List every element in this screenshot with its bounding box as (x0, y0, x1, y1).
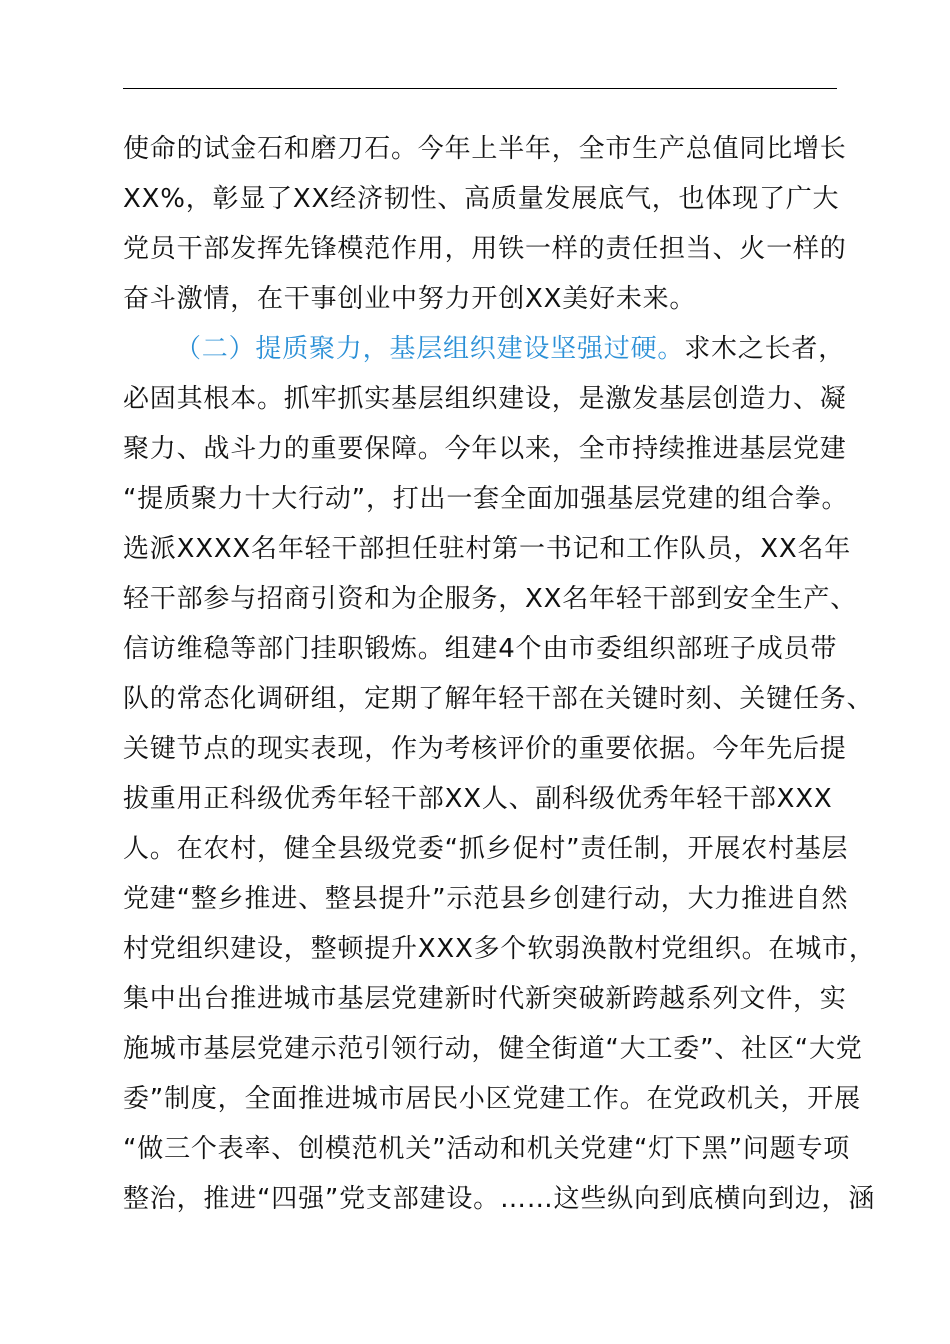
text-line: XX%，彰显了XX经济韧性、高质量发展底气，也体现了广大 (123, 184, 840, 214)
text-line: 聚力、战斗力的重要保障。今年以来，全市持续推进基层党建 (123, 434, 847, 464)
text-line: 党员干部发挥先锋模范作用，用铁一样的责任担当、火一样的 (123, 234, 847, 264)
text-line: 队的常态化调研组，定期了解年轻干部在关键时刻、关键任务、 (123, 684, 874, 714)
text-line: “提质聚力十大行动”，打出一套全面加强基层党建的组合拳。 (123, 484, 849, 514)
section-heading: （二）提质聚力，基层组织建设坚强过硬。 (175, 334, 685, 364)
header-rule (123, 88, 837, 89)
text-line: 集中出台推进城市基层党建新时代新突破新跨越系列文件，实 (123, 984, 847, 1014)
text-line: 拔重用正科级优秀年轻干部XX人、副科级优秀年轻干部XXX (123, 784, 833, 814)
text-line: 整治，推进“四强”党支部建设。……这些纵向到底横向到边，涵 (123, 1184, 876, 1214)
text-line: 奋斗激情，在干事创业中努力开创XX美好未来。 (123, 284, 697, 314)
section-heading-tail: 求木之长者， (684, 334, 846, 364)
text-line: 委”制度，全面推进城市居民小区党建工作。在党政机关，开展 (123, 1084, 861, 1114)
text-line: 党建“整乡推进、整县提升”示范县乡创建行动，大力推进自然 (123, 884, 849, 914)
text-line: 必固其根本。抓牢抓实基层组织建设，是激发基层创造力、凝 (123, 384, 847, 414)
text-line: 关键节点的现实表现，作为考核评价的重要依据。今年先后提 (123, 734, 847, 764)
text-line: “做三个表率、创模范机关”活动和机关党建“灯下黑”问题专项 (123, 1134, 851, 1164)
text-line: 施城市基层党建示范引领行动，健全街道“大工委”、社区“大党 (123, 1034, 863, 1064)
text-line: 信访维稳等部门挂职锻炼。组建4个由市委组织部班子成员带 (123, 634, 838, 664)
text-line: 选派XXXX名年轻干部担任驻村第一书记和工作队员，XX名年 (123, 534, 852, 564)
text-line: 村党组织建设，整顿提升XXX多个软弱涣散村党组织。在城市， (123, 934, 876, 964)
text-line: 使命的试金石和磨刀石。今年上半年，全市生产总值同比增长 (123, 134, 847, 164)
section-heading-line (175, 329, 905, 369)
text-line: 人。在农村，健全县级党委“抓乡促村”责任制，开展农村基层 (123, 834, 849, 864)
text-line: 轻干部参与招商引资和为企服务，XX名年轻干部到安全生产、 (123, 584, 858, 614)
